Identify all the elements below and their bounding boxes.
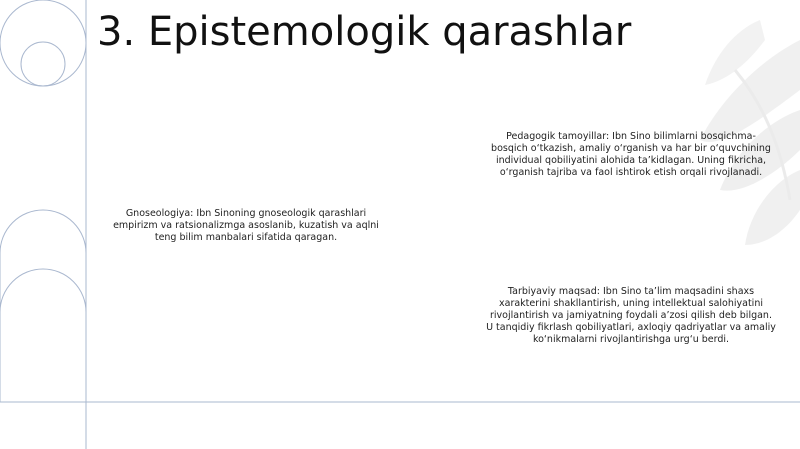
- decorative-arch-upper: [0, 210, 86, 402]
- decorative-circle-large: [0, 0, 86, 86]
- educational-aim-text-block: Tarbiyaviy maqsad: Ibn Sino ta’lim maqsadini shaxs xarakterini shakllantirish, uning intellektual salohiyatini rivojlantirish va jamiyatning foydali a’zosi qilish deb bilgan. U tanqidiy fikrlash qobiliyatlari, axloqiy qadriyatlar va amaliy ko‘nikmalarni rivojlantirishga urg‘u berdi.: [486, 286, 776, 345]
- pedagogy-text-block: Pedagogik tamoyillar: Ibn Sino bilimlarni bosqichma-bosqich o‘tkazish, amaliy o‘rganish va har bir o‘quvchining individual qobiliyatini alohida ta’kidlagan. Uning fikricha, o‘rganish tajriba va faol ishtirok etish orqali rivojlanadi.: [491, 131, 771, 178]
- decorative-arch-lower: [0, 269, 86, 312]
- slide-title: 3. Epistemologik qarashlar: [97, 9, 632, 55]
- gnoseology-text-block: Gnoseologiya: Ibn Sinoning gnoseologik qarashlari empirizm va ratsionalizmga asoslanib, kuzatish va aqlni teng bilim manbalari sifatida qaragan.: [113, 208, 379, 243]
- decorative-circle-small: [21, 42, 65, 86]
